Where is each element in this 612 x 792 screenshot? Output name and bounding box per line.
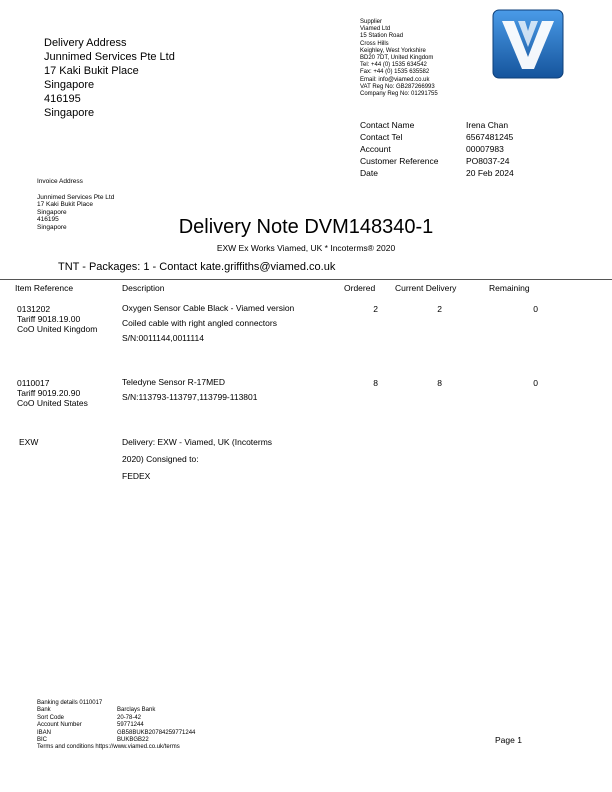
delivery-address-line: Junnimed Services Pte Ltd [44,51,175,63]
carrier-contact-line: TNT - Packages: 1 - Contact kate.griffiths@viamed.co.uk [58,261,336,273]
delivery-address-line: 416195 [44,93,81,105]
delivery-terms-line: 2020) Consigned to: [122,454,199,464]
ordered-qty: 2 [373,304,378,314]
company-logo [492,9,564,79]
delivery-terms-line: Delivery: EXW - Viamed, UK (Incoterms [122,437,273,447]
item-code: 0131202 [17,304,51,314]
supplier-line: Fax: +44 (0) 1535 635582 [360,69,430,76]
item-origin: CoO United Kingdom [17,324,98,334]
supplier-line: Cross Hills [360,40,389,47]
banking-row [37,730,195,737]
delivery-terms-block [122,434,272,485]
header-ordered: Ordered [344,283,376,293]
invoice-address-heading: Invoice Address [37,178,83,185]
contact-value: 00007983 [466,144,504,154]
ordered-qty: 8 [373,378,378,388]
contact-details [360,119,514,179]
contact-label: Contact Name [360,120,415,130]
item-tariff: Tariff 9018.19.00 [17,314,81,324]
supplier-line: VAT Reg No: GB287266993 [360,83,435,90]
contact-value: Irena Chan [466,120,509,130]
delivery-address-heading: Delivery Address [44,37,127,49]
banking-row [37,737,195,744]
page-number: Page 1 [495,735,522,745]
invoice-address-line: 17 Kaki Bukit Place [37,201,94,209]
current-delivery-qty: 8 [437,378,442,388]
contact-label: Contact Tel [360,132,403,142]
table-row-item-ref [17,304,97,334]
supplier-line: Email: info@viamed.co.uk [360,76,430,83]
terms-link[interactable]: Terms and conditions https://www.viamed.co.uk/terms [37,744,180,751]
description-line: Coiled cable with right angled connectors [122,318,277,328]
description-line: Oxygen Sensor Cable Black - Viamed version [122,303,295,313]
table-row-description [122,301,294,346]
delivery-address-line: Singapore [44,107,95,119]
invoice-address-line: 416195 [37,216,59,224]
description-line: Teledyne Sensor R-17MED [122,377,225,387]
banking-value: BUKBGB22 [117,737,149,744]
table-divider [0,279,612,280]
current-delivery-qty: 2 [437,304,442,314]
supplier-line: Supplier [360,19,383,25]
item-origin: CoO United States [17,398,88,408]
contact-label: Account [360,144,391,154]
banking-value: Barclays Bank [117,707,156,714]
item-code: 0110017 [17,378,50,388]
supplier-line: Viamed Ltd [360,26,391,33]
supplier-line: Company Reg No: 01291755 [360,91,438,98]
header-item-reference: Item Reference [15,283,74,293]
document-title: Delivery Note DVM148340-1 [178,216,434,238]
contact-value: PO8037-24 [466,156,510,166]
invoice-address-line: Singapore [37,223,67,231]
incoterm-code: EXW [19,437,39,447]
description-line: S/N:113793-113797,113799-113801 [122,392,258,402]
banking-label: Account Number [37,722,82,729]
supplier-line: 15 Station Road [360,33,404,40]
invoice-address-line: Singapore [37,208,67,216]
supplier-line: Keighley, West Yorkshire [360,47,426,54]
remaining-qty: 0 [533,304,538,314]
description-line: S/N:0011144,0011114 [122,333,204,343]
table-row-description [122,375,258,405]
table-row-item-ref [17,378,88,408]
contact-value: 20 Feb 2024 [466,168,514,178]
delivery-address-line: Singapore [44,79,95,91]
banking-row [37,707,195,714]
supplier-line: BD20 7DT, United Kingdom [360,55,434,62]
banking-label: Sort Code [37,714,65,721]
contact-label: Customer Reference [360,156,439,166]
header-remaining: Remaining [489,283,530,293]
remaining-qty: 0 [533,378,538,388]
contact-row [360,143,514,155]
banking-label: BIC [37,737,48,744]
banking-label: IBAN [37,729,52,736]
invoice-address-line: Junnimed Services Pte Ltd [37,193,115,201]
delivery-terms-line: FEDEX [122,471,151,481]
banking-row [37,715,195,722]
incoterms-subtitle: EXW Ex Works Viamed, UK * Incoterms® 2020 [216,243,396,253]
contact-row [360,119,514,131]
item-tariff: Tariff 9019.20.90 [17,388,81,398]
banking-value: 20-78-42 [117,714,142,721]
header-description: Description [122,283,165,293]
delivery-address-block [44,36,175,120]
contact-value: 6567481245 [466,132,514,142]
viamed-logo-icon [492,9,564,79]
banking-details [37,700,195,752]
contact-row [360,155,514,167]
banking-label: Bank [37,707,51,714]
banking-heading: Banking details 0110017 [37,700,103,706]
banking-row [37,722,195,729]
supplier-block [360,19,438,98]
header-current-delivery: Current Delivery [395,283,457,293]
banking-value: GB58BUKB20784259771244 [117,729,196,736]
supplier-line: Tel: +44 (0) 1535 634542 [360,62,427,69]
contact-row [360,131,514,143]
delivery-address-line: 17 Kaki Bukit Place [44,65,139,77]
contact-row [360,167,514,179]
banking-value: 59771244 [117,722,144,729]
contact-label: Date [360,168,378,178]
